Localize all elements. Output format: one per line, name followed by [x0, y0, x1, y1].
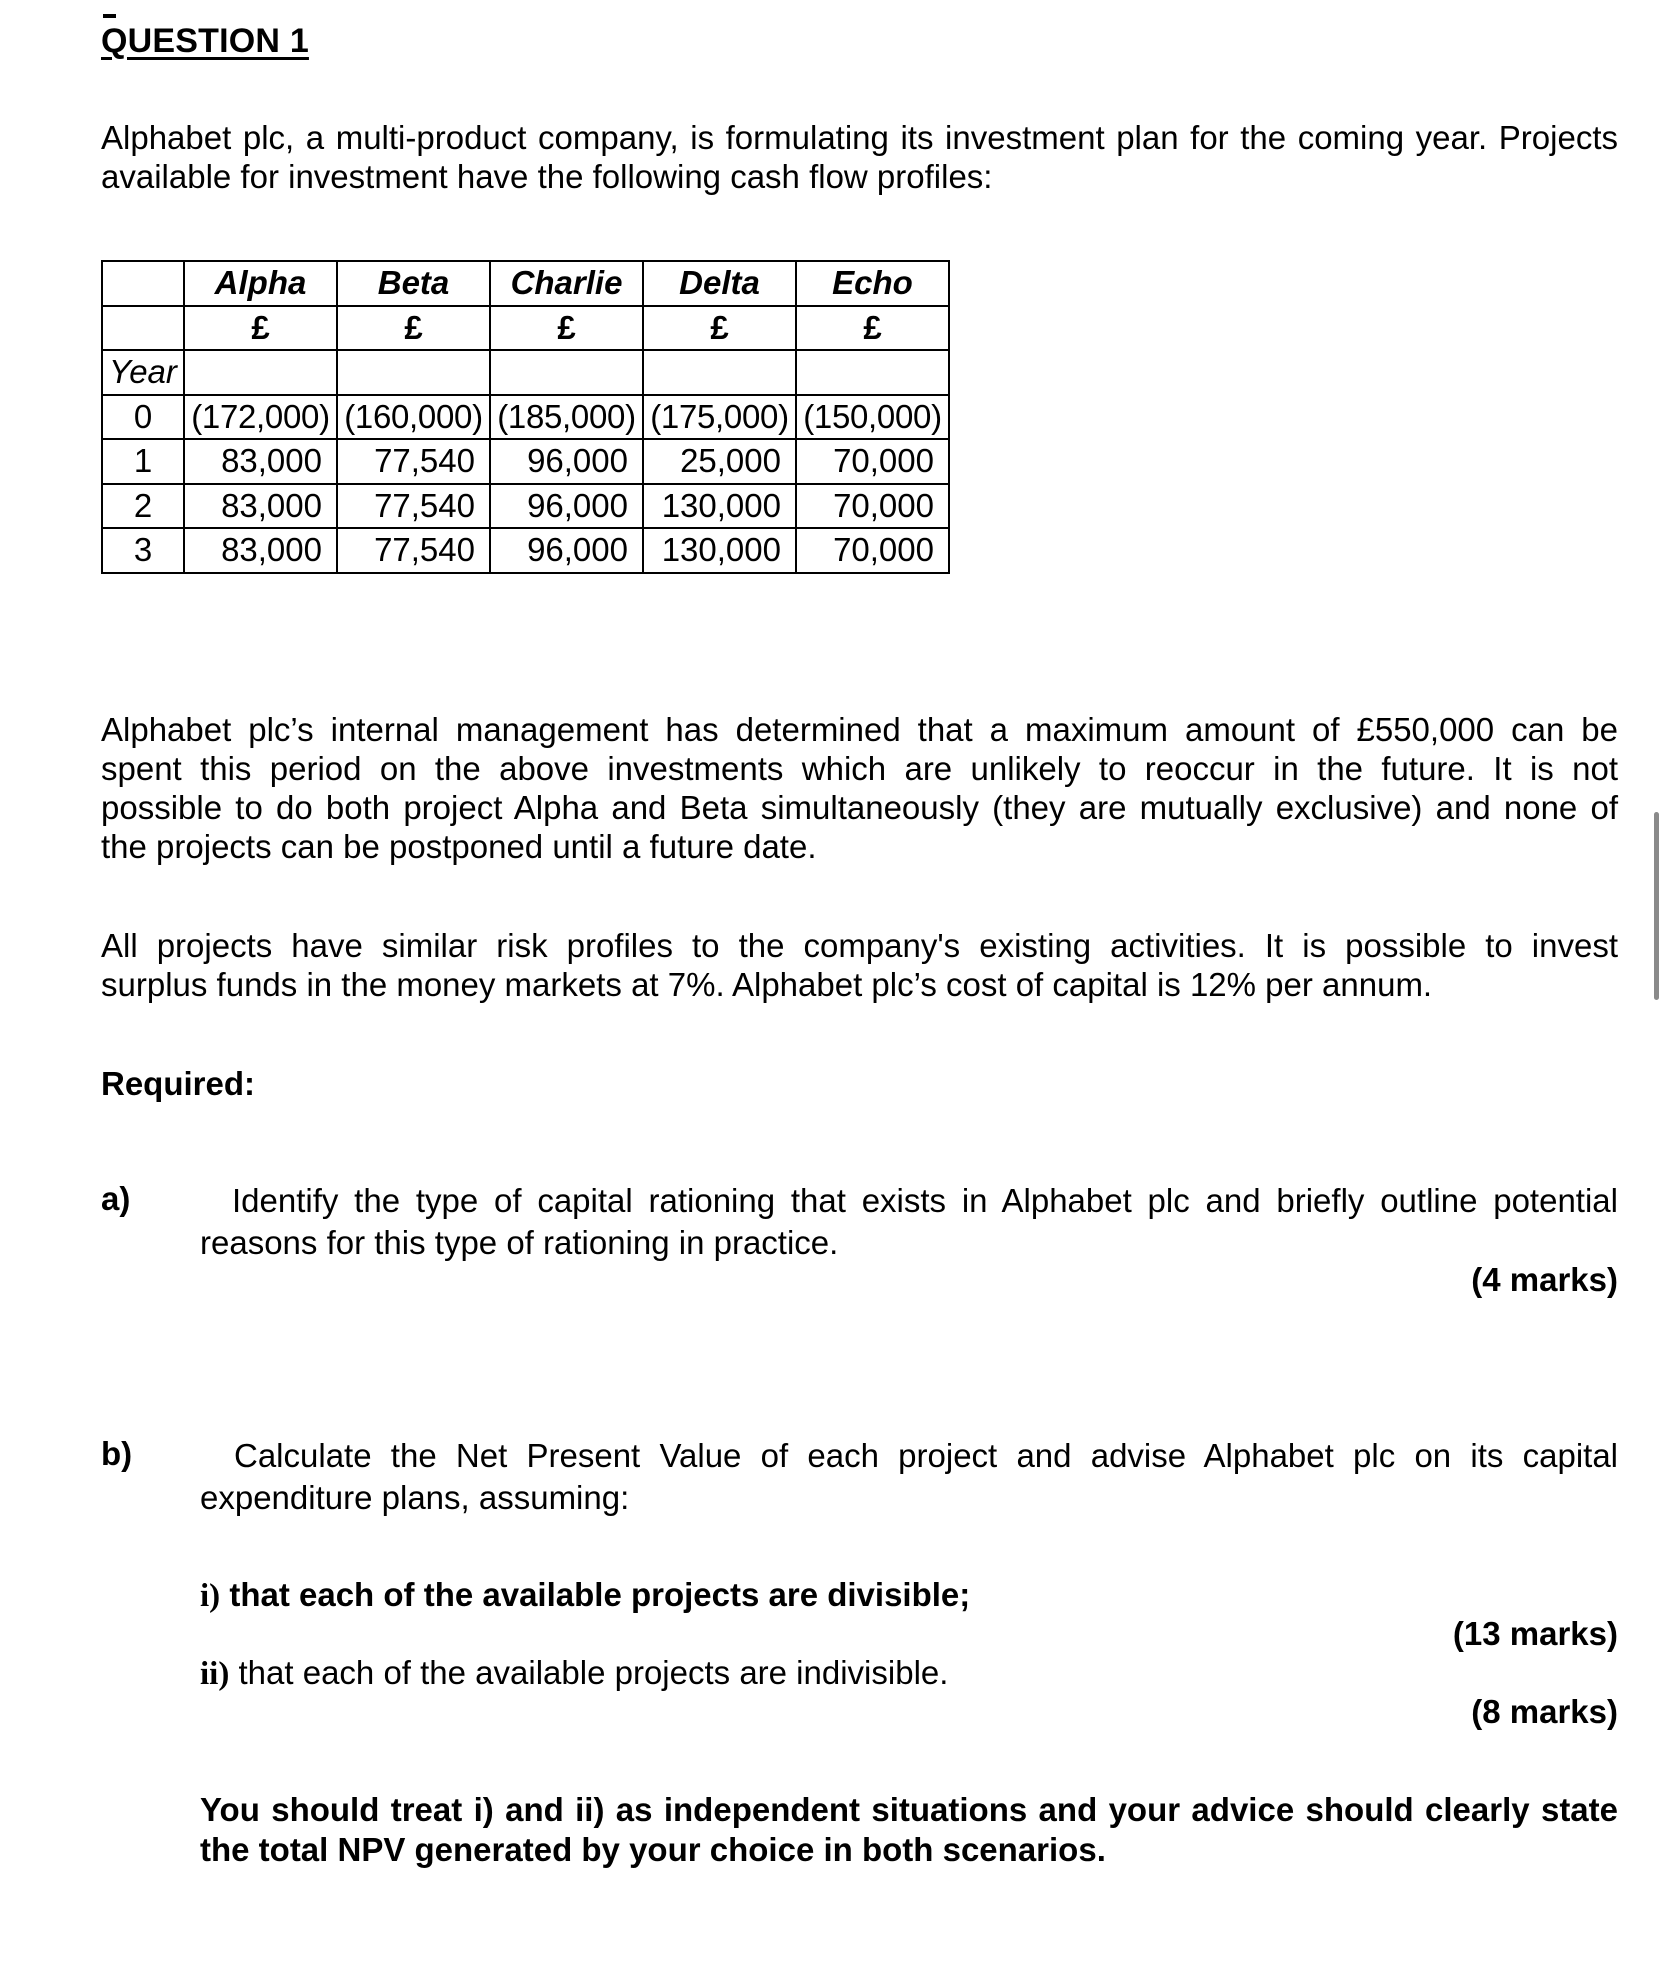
project-header-alpha: Alpha: [184, 261, 337, 306]
table-blank-cell: [796, 350, 949, 395]
part-b-line: Calculate the Net Present Value of each project and advise Alphabet plc on its capital: [234, 1437, 1618, 1474]
year-label-row: [102, 350, 949, 395]
question-title: QUESTION 1: [101, 22, 309, 60]
constraints-paragraph: [101, 710, 1618, 866]
cash-flow-cell: 70,000: [796, 484, 949, 529]
cash-flow-cell: 77,540: [337, 528, 490, 573]
cash-flow-cell: (185,000): [490, 395, 643, 440]
part-b-text: [200, 1435, 1618, 1519]
year-cell: 3: [102, 528, 184, 573]
part-b-label: b): [101, 1435, 133, 1472]
cash-flow-cell: 96,000: [490, 484, 643, 529]
cash-flow-cell: 130,000: [643, 484, 796, 529]
part-a-line: Identify the type of capital rationing that exists in Alphabet plc and briefly outline potential: [232, 1182, 1618, 1219]
cash-flow-cell: 96,000: [490, 439, 643, 484]
risk-paragraph: [101, 926, 1618, 1004]
paragraph-line: Alphabet plc’s internal management has determined that a maximum amount of £550,000 can be: [101, 711, 1618, 748]
year-cell: 1: [102, 439, 184, 484]
required-heading: Required:: [101, 1065, 256, 1102]
table-blank-cell: [643, 350, 796, 395]
project-header-echo: Echo: [796, 261, 949, 306]
table-blank-cell: [490, 350, 643, 395]
paragraph-line: the projects can be postponed until a future date.: [101, 828, 817, 865]
intro-paragraph: [101, 118, 1618, 196]
cash-flow-cell: 96,000: [490, 528, 643, 573]
title-accent-mark: [103, 14, 116, 18]
cash-flow-cell: (150,000): [796, 395, 949, 440]
currency-row: [102, 306, 949, 351]
cash-flow-cell: 70,000: [796, 528, 949, 573]
year-label: Year: [102, 350, 184, 395]
cash-flow-cell: 130,000: [643, 528, 796, 573]
project-header-beta: Beta: [337, 261, 490, 306]
part-a-label: a): [101, 1180, 131, 1217]
part-b-line: expenditure plans, assuming:: [200, 1479, 630, 1516]
part-a-text: [200, 1180, 1618, 1264]
scrollbar-thumb[interactable]: [1654, 812, 1659, 1000]
currency-cell: £: [337, 306, 490, 351]
scenario-note: [200, 1790, 1618, 1870]
currency-cell: £: [490, 306, 643, 351]
note-line: the total NPV generated by your choice in both scenarios.: [200, 1831, 1106, 1868]
part-a-marks: (4 marks): [1471, 1261, 1618, 1298]
cash-flow-cell: 70,000: [796, 439, 949, 484]
cash-flow-cell: 83,000: [184, 484, 337, 529]
cash-flow-cell: (172,000): [184, 395, 337, 440]
currency-cell: £: [184, 306, 337, 351]
project-header-delta: Delta: [643, 261, 796, 306]
year-cell: 0: [102, 395, 184, 440]
table-row: [102, 439, 949, 484]
cash-flow-cell: 77,540: [337, 484, 490, 529]
cash-flow-cell: (160,000): [337, 395, 490, 440]
sub-i-marks: (13 marks): [1452, 1615, 1618, 1652]
note-line: You should treat i) and ii) as independent situations and your advice should clearly state: [200, 1791, 1618, 1828]
cash-flow-cell: 83,000: [184, 528, 337, 573]
sub-question-ii: [200, 1654, 948, 1693]
sub-ii-text: that each of the available projects are indivisible.: [238, 1654, 949, 1691]
cash-flow-table: [101, 260, 950, 574]
part-a-line: reasons for this type of rationing in practice.: [200, 1224, 839, 1261]
paragraph-line: surplus funds in the money markets at 7%. Alphabet plc’s cost of capital is 12% per annum.: [101, 966, 1433, 1003]
table-row: [102, 484, 949, 529]
sub-question-i: [200, 1576, 970, 1615]
intro-line: available for investment have the following cash flow profiles:: [101, 158, 993, 195]
currency-cell: £: [643, 306, 796, 351]
table-blank-cell: [337, 350, 490, 395]
year-cell: 2: [102, 484, 184, 529]
table-corner-cell: [102, 261, 184, 306]
sub-ii-label: ii): [200, 1656, 230, 1692]
table-blank-cell: [184, 350, 337, 395]
paragraph-line: possible to do both project Alpha and Beta simultaneously (they are mutually exclusive) and none of: [101, 789, 1618, 826]
project-header-charlie: Charlie: [490, 261, 643, 306]
cash-flow-cell: 83,000: [184, 439, 337, 484]
table-header-row: [102, 261, 949, 306]
sub-ii-marks: (8 marks): [1471, 1693, 1618, 1730]
table-row: [102, 528, 949, 573]
intro-line: Alphabet plc, a multi-product company, is formulating its investment plan for the coming year. Projects: [101, 119, 1618, 156]
cash-flow-cell: 77,540: [337, 439, 490, 484]
sub-i-text: that each of the available projects are divisible;: [229, 1576, 971, 1613]
paragraph-line: spent this period on the above investments which are unlikely to reoccur in the future. It is not: [101, 750, 1618, 787]
table-row: [102, 395, 949, 440]
cash-flow-cell: 25,000: [643, 439, 796, 484]
table-blank-cell: [102, 306, 184, 351]
paragraph-line: All projects have similar risk profiles to the company's existing activities. It is possible to invest: [101, 927, 1618, 964]
currency-cell: £: [796, 306, 949, 351]
sub-i-label: i): [200, 1578, 221, 1614]
cash-flow-cell: (175,000): [643, 395, 796, 440]
